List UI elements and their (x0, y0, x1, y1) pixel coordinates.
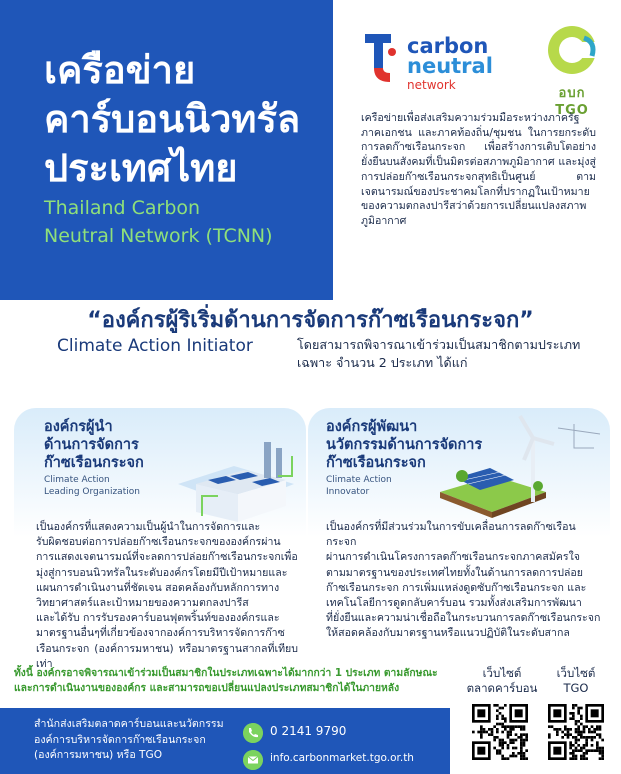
membership-note (14, 666, 470, 695)
body-line: ผ่านการดำเนินโครงการลดก๊าซเรือนกระจกภาคสมัครใจ (326, 551, 580, 564)
footer-org-line: (องค์การมหาชน) หรือ TGO (34, 749, 163, 761)
card-title-line: ก๊าซเรือนกระจก (44, 455, 144, 471)
qr-label-line: ตลาดคาร์บอน (466, 681, 538, 695)
card-body (36, 520, 298, 672)
qr-label-carbon-market (466, 666, 538, 696)
footer-phone[interactable]: 0 2141 9790 (270, 724, 347, 738)
footer-org-line: สำนักส่งเสริมตลาดคาร์บอนและนวัตกรรม (34, 718, 224, 730)
body-line: วิทยาศาสตร์และเป้าหมายของความตกลงปารีส (36, 597, 249, 610)
factory-solar-illustration (174, 436, 306, 522)
section-subtitle-thai (297, 336, 597, 372)
qr-label-tgo (538, 666, 614, 696)
qr-code-tgo[interactable] (548, 704, 604, 760)
card-english-line: Climate Action (326, 475, 392, 485)
network-logo-icon (363, 30, 399, 86)
tgo-logo-text: อบก TGO (555, 86, 589, 118)
card-body (326, 520, 602, 642)
logo-word: network (407, 78, 456, 92)
english-title-line: Thailand Carbon (44, 197, 201, 219)
body-line: เทคโนโลยีการดูดกลับคาร์บอน รวมทั้งส่งเสริมการพัฒนา (326, 597, 582, 610)
footer-contact-bar (0, 708, 450, 774)
qr-code-carbon-market[interactable] (472, 704, 528, 760)
body-line: ก๊าซเรือนกระจก การเพิ่มแหล่งดูดซับก๊าซเรือนกระจก และ (326, 581, 587, 594)
body-line: ที่ยั่งยืนและความน่าเชื่อถือในกระบวนการลดก๊าซเรือนกระจก (326, 612, 601, 625)
body-line: และได้รับ การรับรองคาร์บอนฟุตพริ้นท์ขององค์กรและ (36, 612, 280, 625)
tgo-logo-icon (540, 22, 604, 82)
footer-organization (34, 717, 224, 764)
card-title-line: องค์กรผู้พัฒนา (326, 419, 418, 435)
wind-solar-illustration (434, 414, 606, 522)
card-title-line: องค์กรผู้นำ (44, 419, 113, 435)
english-title-line: Neutral Network (TCNN) (44, 225, 273, 247)
body-line: ให้สอดคล้องกับมาตรฐานหรือแนวปฏิบัติในระดับสากล (326, 627, 570, 640)
card-title-line: ด้านการจัดการ (44, 437, 139, 453)
leading-organization-card (14, 408, 306, 670)
title-line: คาร์บอนนิวทรัล (44, 97, 301, 141)
card-title-line: นวัตกรรมด้านการจัดการ (326, 437, 483, 453)
logo-word: neutral (407, 54, 493, 78)
card-english-label (326, 474, 392, 498)
phone-icon (243, 723, 263, 743)
section-subtitle-english: Climate Action Initiator (57, 336, 253, 356)
title-line: ประเทศไทย (44, 146, 238, 190)
qr-label-line: เว็บไซต์ (482, 666, 522, 680)
carbon-neutral-network-logo (363, 28, 523, 94)
tgo-logo (540, 22, 604, 118)
qr-label-line: เว็บไซต์ (556, 666, 596, 680)
subtitle-line: เฉพาะ จำนวน 2 ประเภท ได้แก่ (297, 355, 468, 370)
page-title (44, 46, 300, 193)
body-line: เป็นองค์กรที่มีส่วนร่วมในการขับเคลื่อนการลดก๊าซเรือนกระจก (326, 521, 576, 549)
note-line: และการดำเนินงานขององค์กร และสามารถขอเปลี่ยนแปลงประเภทสมาชิกได้ในภายหลัง (14, 681, 400, 694)
card-title-line: ก๊าซเรือนกระจก (326, 455, 426, 471)
logo-word: carbon (407, 34, 489, 58)
title-line: เครือข่าย (44, 48, 196, 92)
mail-icon (243, 750, 263, 770)
body-line: มาตรฐานอื่นๆที่เกี่ยวข้องจากองค์การบริหารจัดการก๊าซ (36, 627, 285, 640)
section-title: “องค์กรผู้ริเริ่มด้านการจัดการก๊าซเรือนกระจก” (87, 308, 534, 333)
qr-label-line: TGO (563, 681, 589, 695)
card-title (44, 418, 144, 472)
body-line: แผนการดำเนินงานที่ชัดเจน สอดคล้องกับหลักการทาง (36, 581, 280, 594)
footer-email[interactable]: info.carbonmarket.tgo.or.th (270, 752, 414, 764)
body-line: ตามมาตรฐานของประเทศไทยทั้งในด้านการลดการปล่อย (326, 566, 583, 579)
body-line: เรือนกระจก (องค์การมหาชน) หรือมาตรฐานสากลที่เทียบเท่า (36, 642, 298, 670)
body-line: เป็นองค์กรที่แสดงความเป็นผู้นำในการจัดการและ (36, 521, 261, 533)
card-english-line: Leading Organization (44, 487, 140, 497)
intro-paragraph: เครือข่ายเพื่อส่งเสริมความร่วมมือระหว่างภาครัฐ ภาคเอกชน และภาคท้องถิ่น/ชุมชน ในการยกระดับการลดก๊าซเรือนกระจก เพื่อสร้างการเติบโตอย่างยั่งยืนบนสังคมที่เป็นมิตรต่อสภาพภูมิอากาศ และมุ่งสู่การปล่อยก๊าซเรือนกระจกสุทธิเป็นศูนย์ ตามเจตนารมณ์ของประชาคมโลกที่ปรากฏในเป้าหมายของความตกลงปารีสว่าด้วยการเปลี่ยนแปลงสภาพภูมิอากาศ (361, 112, 596, 227)
card-english-line: Climate Action (44, 475, 110, 485)
footer-org-line: องค์การบริหารจัดการก๊าซเรือนกระจก (34, 733, 206, 746)
note-line: ทั้งนี้ องค์กรอาจพิจารณาเข้าร่วมเป็นสมาชิกในประเภทเฉพาะได้มากกว่า 1 ประเภท ตามลักษณะ (14, 667, 438, 679)
body-line: การแสดงเจตนารมณ์ที่จะลดการปล่อยก๊าซเรือนกระจกเพื่อ (36, 551, 298, 564)
innovator-card (308, 408, 610, 656)
english-title (44, 194, 273, 250)
card-english-line: Innovator (326, 487, 370, 497)
body-line: มุ่งสู่การบอนนิวทรัลในระดับองค์กรโดยมีปีเป้าหมายและ (36, 566, 288, 579)
hero-banner (0, 0, 333, 300)
card-english-label (44, 474, 140, 498)
body-line: รับผิดชอบต่อการปล่อยก๊าซเรือนกระจกขององค์กรผ่าน (36, 536, 281, 549)
subtitle-line: โดยสามารถพิจารณาเข้าร่วมเป็นสมาชิกตามประเภท (297, 337, 581, 352)
